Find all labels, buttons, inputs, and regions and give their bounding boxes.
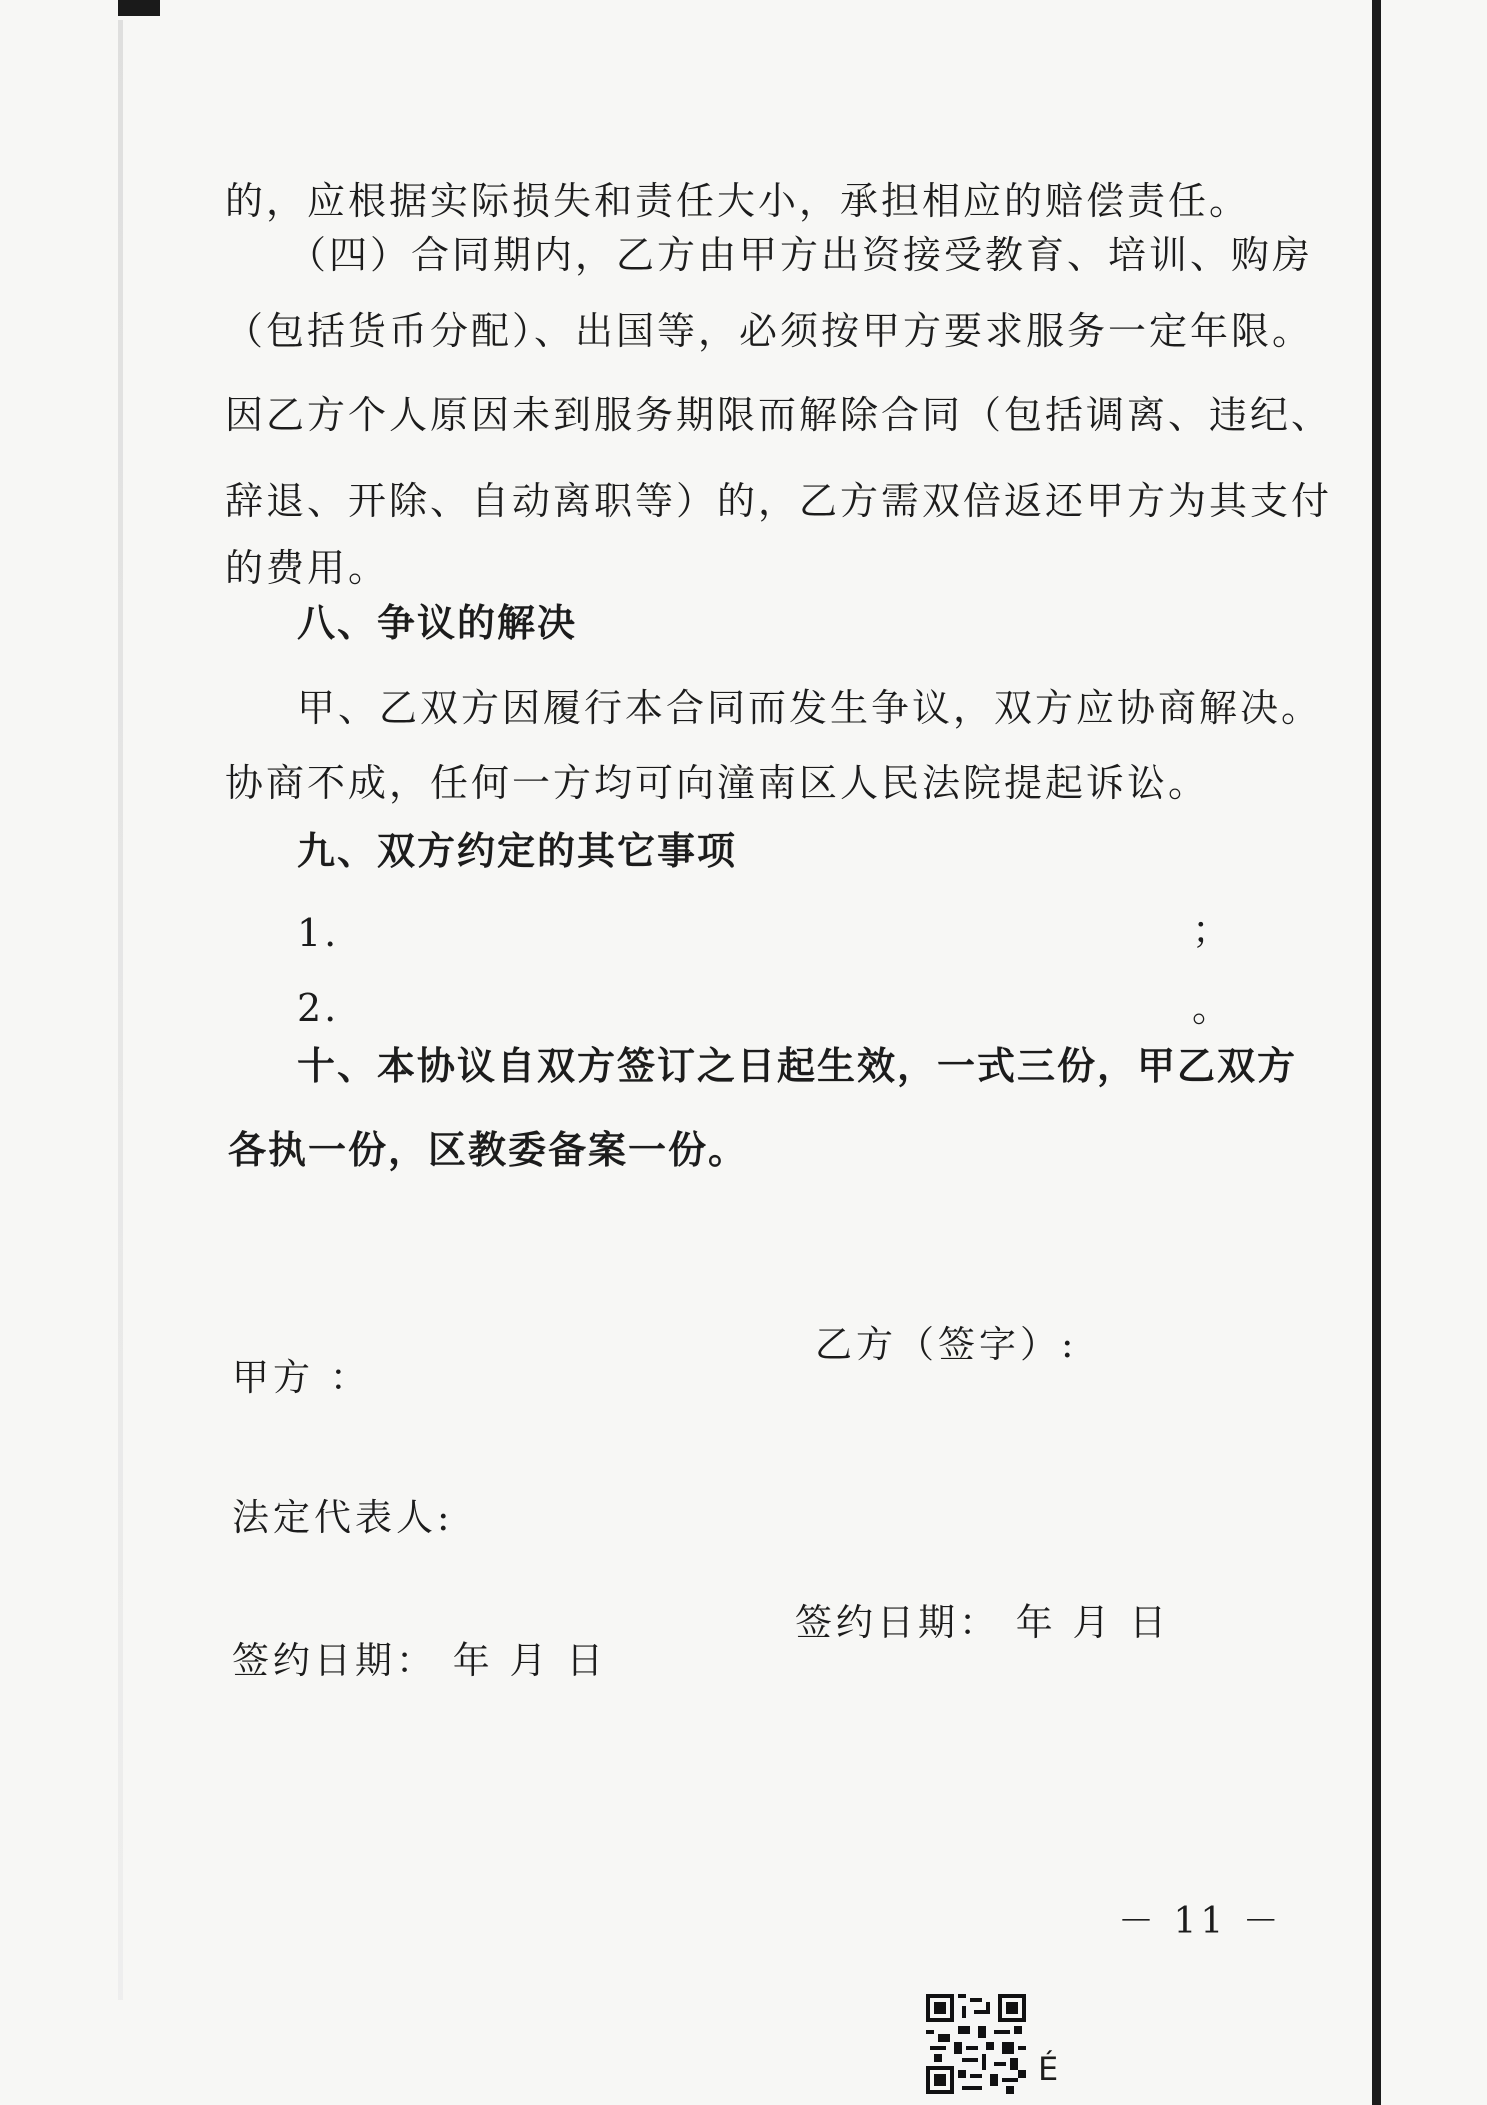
qr-code-image [926, 1994, 1026, 2094]
section-8-heading: 八、争议的解决 [297, 601, 578, 645]
body-line-2: （四）合同期内，乙方由甲方出资接受教育、培训、购房 [288, 233, 1314, 277]
section-9-item-1-end: ； [1192, 908, 1234, 952]
body-line-3: （包括货币分配）、出国等，必须按甲方要求服务一定年限。 [225, 309, 1314, 353]
body-line-5: 辞退、开除、自动离职等）的，乙方需双倍返还甲方为其支付 [225, 479, 1333, 523]
section-8-line-2: 协商不成，任何一方均可向潼南区人民法院提起诉讼。 [225, 761, 1210, 805]
section-8-line-1: 甲、乙双方因履行本合同而发生争议，双方应协商解决。 [297, 686, 1323, 730]
section-9-heading: 九、双方约定的其它事项 [297, 829, 738, 873]
section-9-item-1-number: 1. [297, 911, 340, 955]
section-9-item-2-number: 2. [297, 986, 340, 1030]
party-b-signature-label: 乙方（签字）: [815, 1323, 1078, 1366]
party-a-sign-date: 签约日期： 年 月 日 [232, 1639, 608, 1682]
page-number: － 11 － [1118, 1901, 1283, 1942]
legal-representative-label: 法定代表人: [232, 1496, 454, 1539]
section-9-item-2-end: 。 [1192, 986, 1234, 1030]
section-10-line-1: 十、本协议自双方签订之日起生效，一式三份，甲乙双方 [297, 1044, 1298, 1088]
section-10-line-2: 各执一份，区教委备案一份。 [228, 1128, 749, 1172]
party-a-label: 甲方 ： [232, 1356, 371, 1399]
party-b-sign-date: 签约日期： 年 月 日 [795, 1601, 1171, 1644]
body-line-4: 因乙方个人原因未到服务期限而解除合同（包括调离、违纪、 [225, 393, 1333, 437]
body-line-1: 的，应根据实际损失和责任大小，承担相应的赔偿责任。 [225, 179, 1251, 223]
body-line-6: 的费用。 [225, 546, 390, 590]
qr-side-mark: É [1038, 2050, 1059, 2088]
